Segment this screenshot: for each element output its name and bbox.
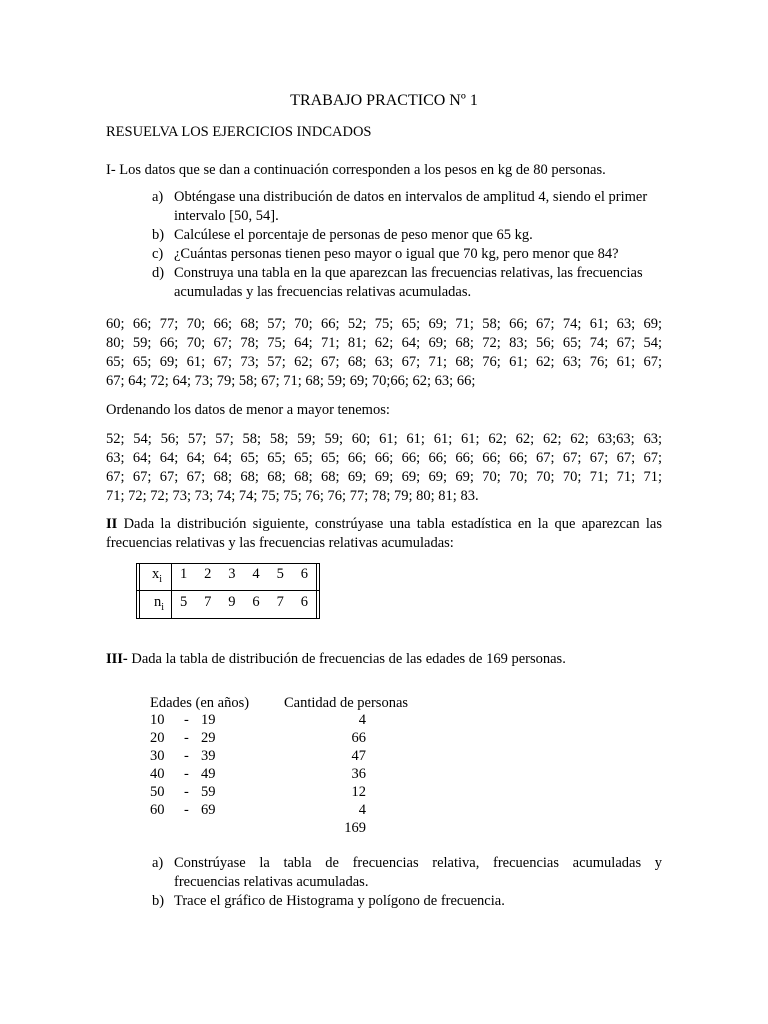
- exercise-3-intro: III- Dada la tabla de distribución de frecuencias de las edades de 169 personas.: [106, 651, 566, 667]
- ages-column-header: Edades (en años): [150, 695, 250, 711]
- exercise-1-item-d: d) Construya una tabla en la que aparezcan las frecuencias relativas, las frecuencias acumuladas y las frecuencias relativas acumuladas.: [152, 265, 643, 300]
- count-value: 12: [351, 784, 366, 800]
- xi-ni-table: [136, 563, 320, 619]
- xi-header: $x_i$: [152, 566, 163, 585]
- count-value: 4: [358, 802, 366, 818]
- table-row: 20 - 29: [150, 730, 216, 746]
- ages-table: [150, 712, 231, 820]
- xi-value: 5: [276, 566, 284, 582]
- table-row: 10 - 19: [150, 712, 216, 728]
- table-row: 30 - 39: [150, 748, 216, 764]
- count-value: 47: [351, 748, 366, 764]
- ni-value: 6: [252, 594, 260, 610]
- ni-value: 5: [180, 594, 188, 610]
- exercise-3-number: III-: [106, 651, 128, 667]
- xi-values: [180, 566, 308, 583]
- ni-header: $n_i$: [154, 594, 165, 613]
- count-value: 66: [351, 730, 366, 746]
- xi-value: 3: [228, 566, 236, 582]
- exercise-1-list: [152, 188, 662, 302]
- page-title: TRABAJO PRACTICO Nº 1: [290, 92, 478, 109]
- ni-value: 9: [228, 594, 236, 610]
- xi-value: 1: [180, 566, 188, 582]
- sorted-data-block: 52; 54; 56; 57; 57; 58; 58; 59; 59; 60; 61; 61; 61; 61; 62; 62; 62; 62; 63;63; 63; 63; 64; 64; 64; 64; 65; 65; 65; 65; 66; 66; 66; 66; 66; 66; 66; 67; 67; 67; 67; 67; 67; 67; 67; 67; 68; 68; 68; 68; 68; 69; 69; 69; 69; 69; 70; 70; 70; 70; 71; 71; 71; 71; 72; 72; 73; 73; 74; 74; 75; 75; 76; 76; 77; 78; 79; 80; 81; 83.: [106, 431, 662, 504]
- exercise-3-item-a: a) Constrúyase la tabla de frecuencias relativa, frecuencias acumuladas y frecuencias relativas acumuladas.: [152, 855, 662, 890]
- count-column: [306, 712, 366, 838]
- raw-data-block: 60; 66; 77; 70; 66; 68; 57; 70; 66; 52; 75; 65; 69; 71; 58; 66; 67; 74; 61; 63; 69; 80; 59; 66; 70; 67; 78; 75; 64; 71; 81; 62; 64; 69; 68; 72; 83; 56; 65; 74; 67; 54; 65; 65; 69; 61; 67; 73; 57; 62; 67; 68; 63; 67; 71; 68; 76; 61; 62; 63; 76; 61; 67; 67; 64; 72; 64; 73; 79; 58; 67; 71; 68; 59; 69; 70;66; 62; 63; 66;: [106, 316, 662, 389]
- exercise-2-number: II: [106, 516, 118, 532]
- sorted-intro: Ordenando los datos de menor a mayor tenemos:: [106, 402, 390, 418]
- exercise-1-item-a: a) Obténgase una distribución de datos en intervalos de amplitud 4, siendo el primer intervalo [50, 54].: [152, 189, 648, 224]
- exercise-3-item-b: b) Trace el gráfico de Histograma y polígono de frecuencia.: [152, 893, 505, 909]
- exercise-2-text: II Dada la distribución siguiente, constrúyase una tabla estadística en la que aparezcan las frecuencias relativas y las frecuencias relativas acumuladas:: [106, 516, 663, 551]
- count-value: 4: [358, 712, 366, 728]
- ni-value: 7: [204, 594, 212, 610]
- exercise-1-item-c: c) ¿Cuántas personas tienen peso mayor o igual que 70 kg, pero menor que 84?: [152, 246, 619, 262]
- xi-value: 2: [204, 566, 212, 582]
- count-column-header: Cantidad de personas: [284, 695, 409, 711]
- ni-value: 7: [276, 594, 284, 610]
- table-row: 50 - 59: [150, 784, 216, 800]
- exercise-3-list: [152, 854, 662, 911]
- instructions: RESUELVA LOS EJERCICIOS INDCADOS: [106, 124, 372, 140]
- ni-values: [180, 594, 308, 611]
- exercise-1-item-b: b) Calcúlese el porcentaje de personas de peso menor que 65 kg.: [152, 227, 533, 243]
- table-row: 60 - 69: [150, 802, 216, 818]
- count-total: 169: [344, 820, 366, 836]
- count-value: 36: [351, 766, 366, 782]
- table-row: 40 - 49: [150, 766, 216, 782]
- ni-value: 6: [300, 594, 308, 610]
- xi-value: 6: [300, 566, 308, 582]
- exercise-1-intro: I- Los datos que se dan a continuación corresponden a los pesos en kg de 80 personas.: [106, 162, 606, 178]
- xi-value: 4: [252, 566, 260, 582]
